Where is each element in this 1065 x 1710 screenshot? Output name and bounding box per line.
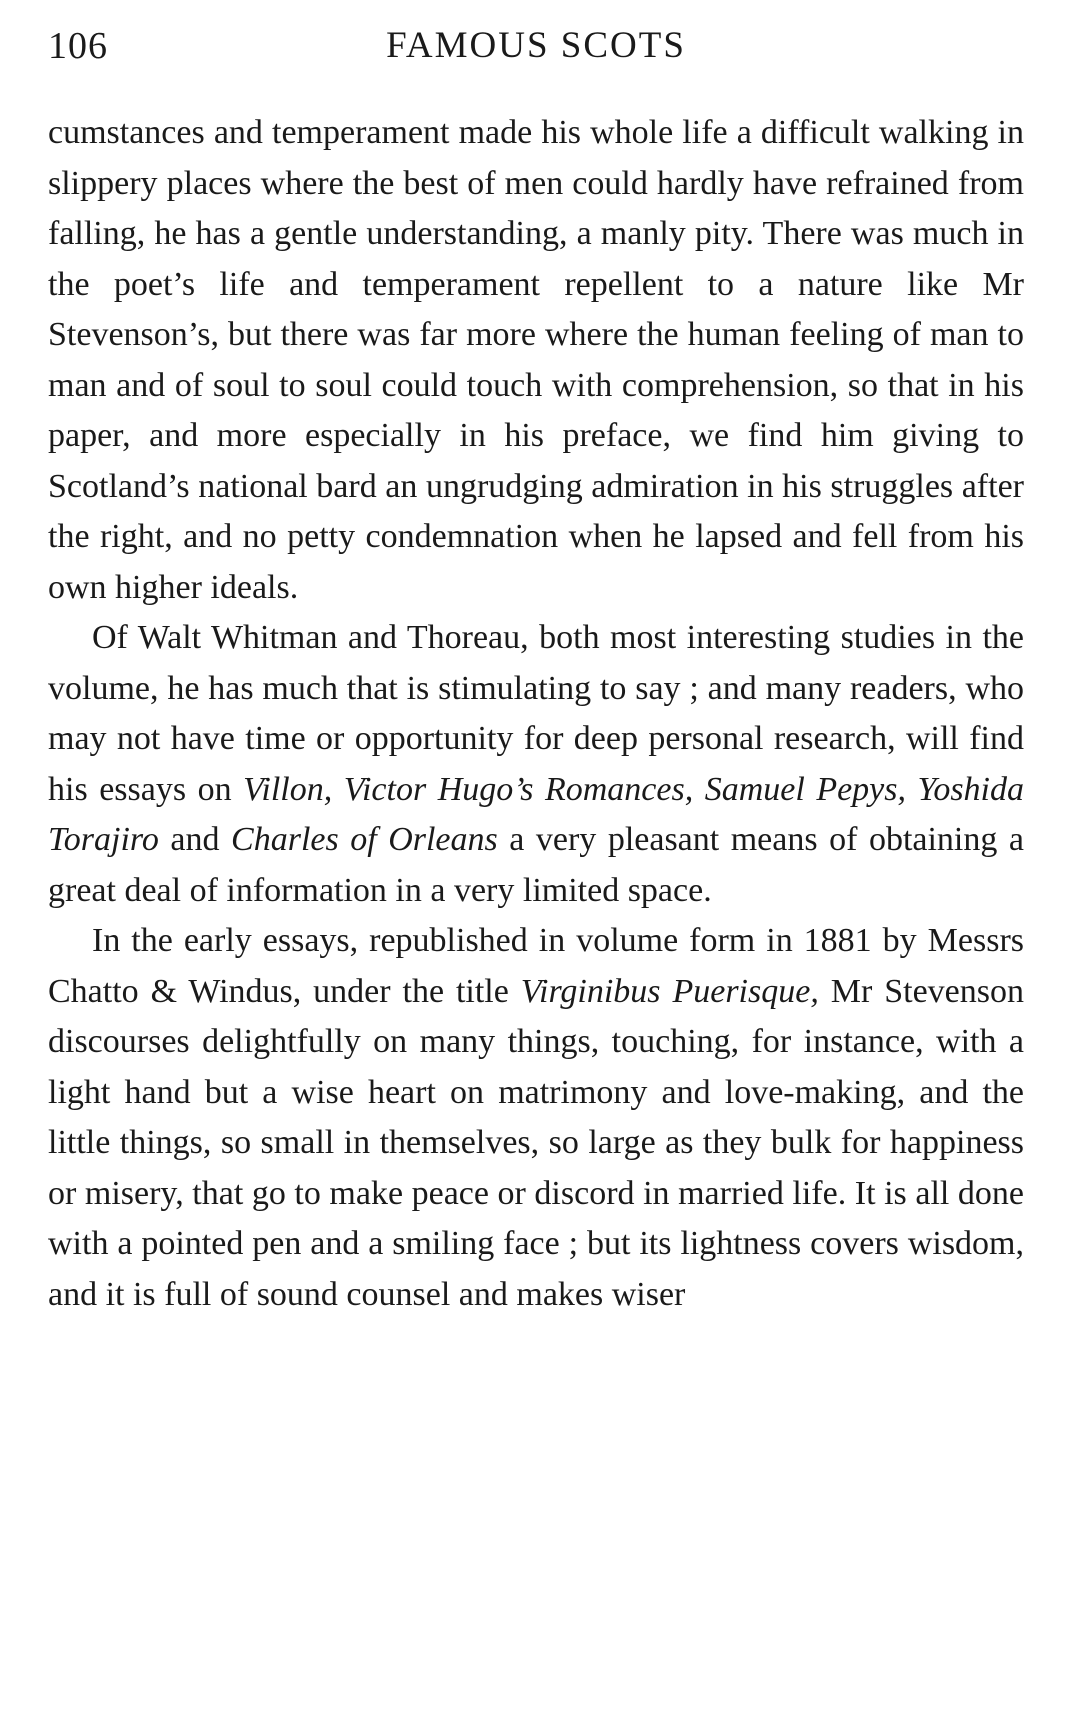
paragraph-1-text: cumstances and temperament made his whole life a difficult walking in slippery places where the best of men could hardly have refrained from falling, he has a gentle understanding, a manly pity. There was much in the poet’s life and temperament repellent to a nature like Mr Stevenson’s, but there was far more where the human feeling of man to man and of soul to soul could touch with comprehension, so that in his paper, and more especially in his preface, we find him giving to Scotland’s national bard an ungrudging admiration in his struggles after the right, and no petty condemnation when he lapsed and fell from his own higher ideals. (48, 114, 1024, 606)
paragraph-1 (48, 108, 1024, 613)
paragraph-3-italic-title: Virginibus Puerisque, (520, 972, 819, 1010)
running-title: FAMOUS SCOTS (386, 25, 686, 66)
paragraph-3-text-b: Mr Stevenson discourses delightfully on many things, touching, for instance, with a light hand but a wise heart on matrimony and love-making, and the little things, so small in themselves, so large as they bulk for happiness or misery, that go to make peace or discord in married life. It is all done with a pointed pen and a smiling face ; but its lightness covers wisdom, and it is full of sound counsel and makes wiser (48, 972, 1024, 1313)
paragraph-2 (48, 613, 1024, 916)
paragraph-3-text-a: In the early essays, republished in volume form in 1881 by Messrs Chatto & Windus, under the title (48, 922, 1024, 1010)
body-text (48, 108, 1024, 1320)
paragraph-2-italic-titles: Villon, Victor Hugo’s Romances, Samuel Pepys, Yoshida Torajiro (48, 770, 1024, 858)
paragraph-2-text-c: a very pleasant means of obtaining a great deal of information in a very limited space. (48, 821, 1024, 909)
paragraph-2-text-a: Of Walt Whitman and Thoreau, both most interesting studies in the volume, he has much that is stimulating to say ; and many readers, who may not have time or opportunity for deep personal research, will find his essays on (48, 619, 1024, 808)
paragraph-2-italic-charles: Charles of Orleans (231, 821, 498, 858)
paragraph-3 (48, 916, 1024, 1320)
page-number: 106 (48, 25, 108, 67)
page-header (48, 24, 1024, 84)
paragraph-2-text-b: and (158, 821, 232, 858)
